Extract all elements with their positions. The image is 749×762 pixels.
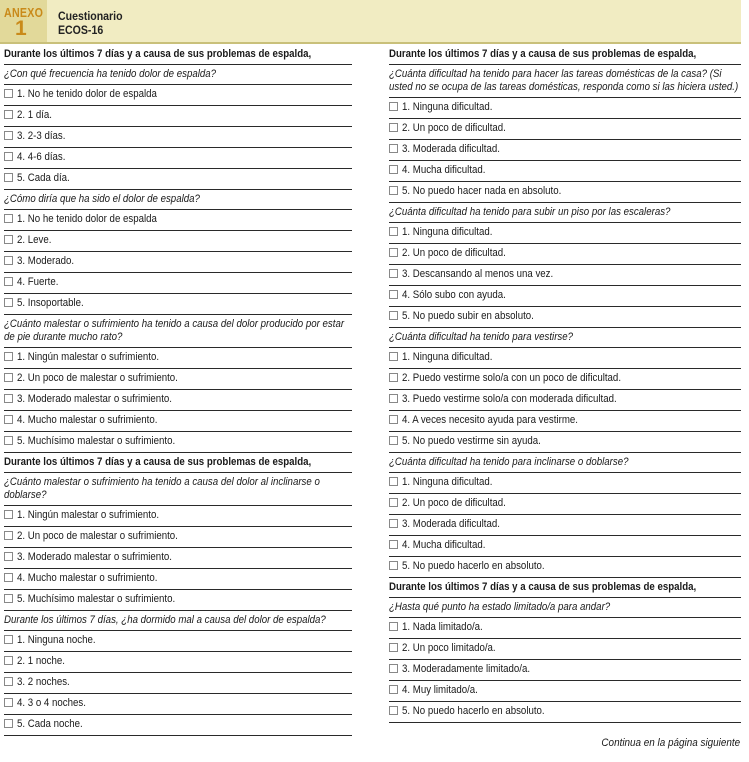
checkbox[interactable] [389,685,398,694]
answer-option[interactable] [4,569,352,590]
title-line-2: ECOS-16 [58,23,104,37]
answer-option[interactable] [4,411,352,432]
checkbox[interactable] [389,144,398,153]
checkbox[interactable] [4,256,13,265]
question-text [389,203,741,223]
checkbox[interactable] [4,352,13,361]
row-text: Durante los últimos 7 días y a causa de sus problemas de espalda, [4,48,312,60]
row-text: 1. No he tenido dolor de espalda [17,213,157,225]
checkbox[interactable] [4,719,13,728]
answer-option[interactable] [389,390,741,411]
annex-number: 1 [15,17,27,40]
row-text: 2. Un poco de malestar o sufrimiento. [17,530,178,542]
answer-option[interactable] [4,106,352,127]
answer-option[interactable] [389,119,741,140]
checkbox[interactable] [389,186,398,195]
question-text [4,611,352,631]
row-text: 1. Ninguna dificultad. [402,351,493,363]
checkbox[interactable] [389,561,398,570]
row-text: 1. Ningún malestar o sufrimiento. [17,509,160,521]
row-text: 1. Ninguna dificultad. [402,476,493,488]
checkbox[interactable] [4,531,13,540]
answer-option[interactable] [4,694,352,715]
row-text: 4. Mucho malestar o sufrimiento. [17,572,158,584]
row-text: 5. No puedo hacer nada en absoluto. [402,185,562,197]
answer-option[interactable] [4,527,352,548]
answer-option[interactable] [389,411,741,432]
row-text: 4. 3 o 4 noches. [17,697,86,709]
row-text: 2. 1 día. [17,109,52,121]
question-text [4,315,352,348]
answer-option[interactable] [389,161,741,182]
checkbox[interactable] [389,123,398,132]
row-text: 1. Ninguna dificultad. [402,226,493,238]
row-text: ¿Cuánta dificultad ha tenido para subir un piso por las escaleras? [389,206,671,218]
checkbox[interactable] [389,498,398,507]
answer-option[interactable] [4,548,352,569]
answer-option[interactable] [389,557,741,578]
answer-option[interactable] [4,210,352,231]
answer-option[interactable] [4,294,352,315]
checkbox[interactable] [389,540,398,549]
answer-option[interactable] [389,140,741,161]
answer-option[interactable] [4,85,352,106]
row-text: 4. Fuerte. [17,276,59,288]
row-text: ¿Cuánta dificultad ha tenido para hacer las tareas domésticas de la casa? (Si usted no se ocupa de las tareas domésticas, responda como si las hiciera usted.) [389,68,739,93]
checkbox[interactable] [389,227,398,236]
answer-option[interactable] [389,307,741,328]
right-column [389,45,741,723]
checkbox[interactable] [4,635,13,644]
row-text: 4. Mucho malestar o sufrimiento. [17,414,158,426]
row-text: 2. Leve. [17,234,52,246]
row-text: 5. No puedo hacerlo en absoluto. [402,560,545,572]
answer-option[interactable] [4,673,352,694]
answer-option[interactable] [4,252,352,273]
answer-option[interactable] [4,231,352,252]
row-text: 4. Muy limitado/a. [402,684,478,696]
annex-badge [0,0,47,42]
row-text: 5. No puedo vestirme sin ayuda. [402,435,541,447]
section-heading [4,45,352,65]
answer-option[interactable] [389,639,741,660]
answer-option[interactable] [4,506,352,527]
row-text: ¿Cómo diría que ha sido el dolor de espalda? [4,193,200,205]
question-text [4,65,352,85]
answer-option[interactable] [4,432,352,453]
answer-option[interactable] [4,652,352,673]
continue-note: Continua en la página siguiente [601,737,740,749]
answer-option[interactable] [389,660,741,681]
row-text: 1. No he tenido dolor de espalda [17,88,157,100]
page-header [0,0,741,44]
row-text: 3. Moderadamente limitado/a. [402,663,531,675]
row-text: 1. Ningún malestar o sufrimiento. [17,351,160,363]
row-text: 1. Ninguna dificultad. [402,101,493,113]
row-text: 4. A veces necesito ayuda para vestirme. [402,414,578,426]
row-text: 3. Puedo vestirme solo/a con moderada dificultad. [402,393,617,405]
row-text: 5. No puedo hacerlo en absoluto. [402,705,545,717]
checkbox[interactable] [4,214,13,223]
checkbox[interactable] [4,173,13,182]
checkbox[interactable] [4,656,13,665]
row-text: ¿Cuánta dificultad ha tenido para inclinarse o doblarse? [389,456,629,468]
row-text: 2. 1 noche. [17,655,65,667]
row-text: ¿Cuánto malestar o sufrimiento ha tenido a causa del dolor producido por estar de pie durante mucho rato? [4,318,345,343]
row-text: 3. 2-3 días. [17,130,66,142]
answer-option[interactable] [4,715,352,736]
question-text [4,190,352,210]
question-text [4,473,352,506]
checkbox[interactable] [389,269,398,278]
row-text: Durante los últimos 7 días, ¿ha dormido mal a causa del dolor de espalda? [4,614,326,626]
checkbox[interactable] [4,110,13,119]
section-heading [389,578,741,598]
answer-option[interactable] [4,169,352,190]
checkbox[interactable] [4,594,13,603]
row-text: 3. 2 noches. [17,676,70,688]
row-text: 2. Un poco de dificultad. [402,247,506,259]
checkbox[interactable] [389,622,398,631]
row-text: 3. Moderada dificultad. [402,518,500,530]
checkbox[interactable] [4,415,13,424]
row-text: 4. Mucha dificultad. [402,539,486,551]
row-text: ¿Cuánta dificultad ha tenido para vestirse? [389,331,574,343]
row-text: 5. No puedo subir en absoluto. [402,310,534,322]
checkbox[interactable] [389,664,398,673]
checkbox[interactable] [4,89,13,98]
checkbox[interactable] [389,248,398,257]
checkbox[interactable] [389,352,398,361]
answer-option[interactable] [389,244,741,265]
answer-option[interactable] [389,515,741,536]
checkbox[interactable] [4,152,13,161]
checkbox[interactable] [4,436,13,445]
row-text: 3. Descansando al menos una vez. [402,268,554,280]
checkbox[interactable] [4,298,13,307]
answer-option[interactable] [4,590,352,611]
checkbox[interactable] [4,277,13,286]
answer-option[interactable] [4,369,352,390]
row-text: 3. Moderado malestar o sufrimiento. [17,393,172,405]
checkbox[interactable] [4,373,13,382]
checkbox[interactable] [4,131,13,140]
checkbox[interactable] [389,519,398,528]
row-text: 3. Moderada dificultad. [402,143,500,155]
answer-option[interactable] [389,348,741,369]
checkbox[interactable] [389,436,398,445]
row-text: 5. Insoportable. [17,297,84,309]
row-text: Durante los últimos 7 días y a causa de sus problemas de espalda, [4,456,312,468]
row-text: 4. Mucha dificultad. [402,164,486,176]
row-text: 4. Sólo subo con ayuda. [402,289,506,301]
answer-option[interactable] [389,223,741,244]
left-column [4,45,352,736]
checkbox[interactable] [4,573,13,582]
checkbox[interactable] [4,677,13,686]
answer-option[interactable] [389,98,741,119]
row-text: 5. Muchísimo malestar o sufrimiento. [17,593,176,605]
row-text: 2. Un poco limitado/a. [402,642,496,654]
answer-option[interactable] [4,390,352,411]
row-text: 1. Ninguna noche. [17,634,96,646]
answer-option[interactable] [389,432,741,453]
row-text: 5. Cada día. [17,172,70,184]
answer-option[interactable] [389,618,741,639]
question-text [389,453,741,473]
section-heading [389,45,741,65]
answer-option[interactable] [389,286,741,307]
checkbox[interactable] [4,235,13,244]
checkbox[interactable] [389,477,398,486]
row-text: ¿Cuánto malestar o sufrimiento ha tenido a causa del dolor al inclinarse o doblarse? [4,476,320,501]
row-text: 3. Moderado. [17,255,75,267]
row-text: ¿Hasta qué punto ha estado limitado/a para andar? [389,601,611,613]
answer-option[interactable] [389,536,741,557]
checkbox[interactable] [389,290,398,299]
checkbox[interactable] [389,311,398,320]
answer-option[interactable] [4,631,352,652]
checkbox[interactable] [389,394,398,403]
checkbox[interactable] [4,510,13,519]
answer-option[interactable] [389,265,741,286]
row-text: 5. Muchísimo malestar o sufrimiento. [17,435,176,447]
answer-option[interactable] [389,369,741,390]
checkbox[interactable] [389,102,398,111]
answer-option[interactable] [389,182,741,203]
row-text: Durante los últimos 7 días y a causa de sus problemas de espalda, [389,48,697,60]
questionnaire-title [58,9,123,37]
row-text: 3. Moderado malestar o sufrimiento. [17,551,172,563]
answer-option[interactable] [4,127,352,148]
row-text: 4. 4-6 días. [17,151,66,163]
annex-word: ANEXO [4,5,44,20]
checkbox[interactable] [4,552,13,561]
question-text [389,328,741,348]
answer-option[interactable] [4,148,352,169]
checkbox[interactable] [389,643,398,652]
answer-option[interactable] [389,702,741,723]
answer-option[interactable] [389,494,741,515]
row-text: 2. Un poco de malestar o sufrimiento. [17,372,178,384]
checkbox[interactable] [389,373,398,382]
checkbox[interactable] [389,706,398,715]
section-heading [4,453,352,473]
answer-option[interactable] [389,473,741,494]
row-text: 2. Un poco de dificultad. [402,497,506,509]
answer-option[interactable] [4,273,352,294]
row-text: ¿Con qué frecuencia ha tenido dolor de espalda? [4,68,217,80]
answer-option[interactable] [389,681,741,702]
answer-option[interactable] [4,348,352,369]
question-text [389,598,741,618]
question-text [389,65,741,98]
checkbox[interactable] [4,394,13,403]
row-text: 2. Puedo vestirme solo/a con un poco de dificultad. [402,372,622,384]
row-text: 5. Cada noche. [17,718,83,730]
checkbox[interactable] [4,698,13,707]
checkbox[interactable] [389,415,398,424]
row-text: 2. Un poco de dificultad. [402,122,506,134]
row-text: Durante los últimos 7 días y a causa de sus problemas de espalda, [389,581,697,593]
row-text: 1. Nada limitado/a. [402,621,483,633]
checkbox[interactable] [389,165,398,174]
title-line-1: Cuestionario [58,9,123,23]
